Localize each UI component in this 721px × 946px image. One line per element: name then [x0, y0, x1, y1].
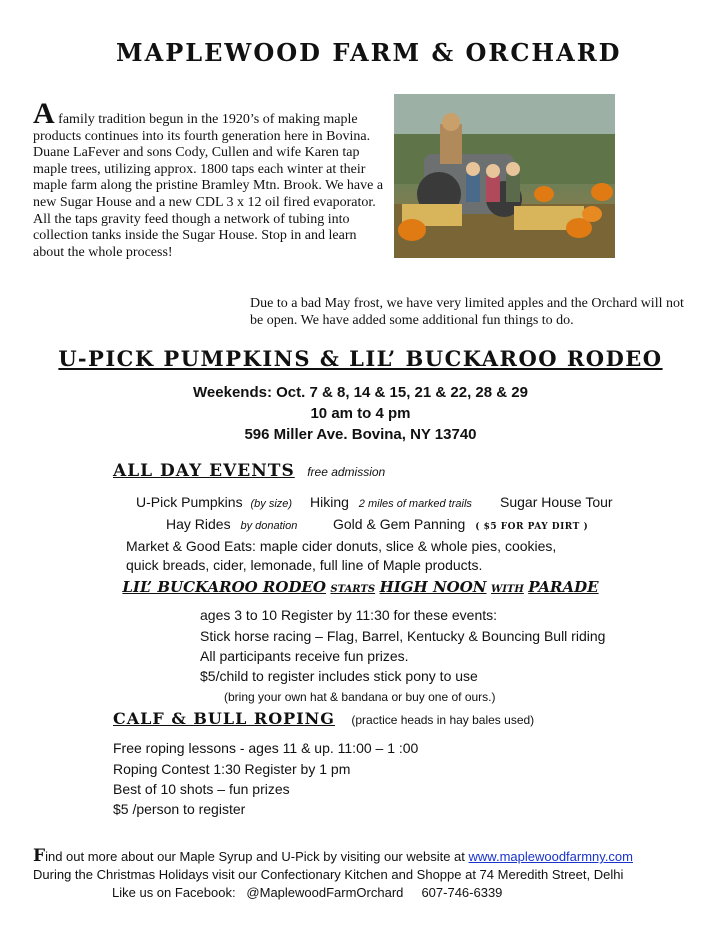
rodeo-line-3: All participants receive fun prizes. [200, 648, 409, 664]
footer-line-3: Like us on Facebook: @MaplewoodFarmOrchard 607-746-6339 [112, 885, 503, 900]
intro-dropcap: A [33, 97, 55, 130]
farm-photo [394, 94, 615, 258]
roping-heading: CALF & BULL ROPING [113, 709, 335, 728]
footer-line-1-text: ind out more about our Maple Syrup and U-Pick by visiting our website at [45, 849, 469, 864]
sugar-house-tour: Sugar House Tour [500, 494, 613, 510]
all-day-note: free admission [307, 465, 386, 479]
pumpkin-scene-image [394, 94, 615, 258]
roping-line-4: $5 /person to register [113, 801, 246, 817]
intro-paragraph [33, 97, 388, 261]
gem-panning-item [333, 516, 588, 532]
roping-line-2: Roping Contest 1:30 Register by 1 pm [113, 761, 351, 777]
pumpkins-item [136, 494, 292, 510]
intro-text: family tradition begun in the 1920’s of making maple products continues into its fourth generation here in Bovina. Duane LaFever and sons Cody, Cullen and wife Karen tap maple trees, utilizing approx. 1800 taps each winter at their maple farm along the pristine Bramley Mtn. Brook. We have a new Sugar House and a new CDL 3 x 12 oil fired evaporator. All the taps gravity feed though a network of tubing into collection tanks inside the Sugar House. Stop in and learn about the whole process! [33, 112, 384, 260]
rodeo-heading-part3: HIGH NOON [379, 578, 487, 596]
rodeo-line-4: $5/child to register includes stick pony to use [200, 668, 478, 684]
hiking-label: Hiking [310, 494, 349, 510]
event-address: 596 Miller Ave. Bovina, NY 13740 [244, 426, 477, 443]
gem-label: Gold & Gem Panning [333, 516, 466, 532]
page-title: MAPLEWOOD FARM & ORCHARD [116, 38, 622, 67]
rodeo-heading-part5: PARADE [528, 578, 599, 596]
event-dates: Weekends: Oct. 7 & 8, 14 & 15, 21 & 22, 28 & 29 [193, 384, 528, 401]
roping-line-3: Best of 10 shots – fun prizes [113, 781, 290, 797]
all-day-heading: ALL DAY EVENTS [113, 461, 295, 481]
pumpkins-label: U-Pick Pumpkins [136, 494, 243, 510]
rodeo-heading-part2: STARTS [330, 584, 376, 595]
hiking-note: 2 miles of marked trails [358, 498, 472, 510]
rodeo-heading-part4: WITH [490, 584, 524, 595]
market-line-2: quick breads, cider, lemonade, full line of Maple products. [126, 557, 483, 573]
rodeo-line-5: (bring your own hat & bandana or buy one of ours.) [224, 690, 496, 704]
hayrides-item [166, 516, 297, 532]
market-line-1: Market & Good Eats: maple cider donuts, slice & whole pies, cookies, [126, 538, 557, 554]
website-link[interactable]: www.maplewoodfarmny.com [468, 849, 633, 864]
roping-header [113, 709, 534, 729]
gem-note: ( $5 FOR PAY DIRT ) [475, 522, 589, 532]
footer-line-2: During the Christmas Holidays visit our Confectionary Kitchen and Shoppe at 74 Meredith Street, Delhi [33, 867, 624, 882]
roping-line-1: Free roping lessons - ages 11 & up. 11:00 – 1 :00 [113, 740, 419, 756]
footer-line-1 [33, 846, 633, 866]
rodeo-line-1: ages 3 to 10 Register by 11:30 for these events: [200, 607, 498, 623]
event-hours: 10 am to 4 pm [310, 405, 411, 422]
hiking-item [310, 494, 472, 510]
footer-dropcap: F [33, 846, 46, 866]
rodeo-line-2: Stick horse racing – Flag, Barrel, Kentucky & Bouncing Bull riding [200, 628, 606, 644]
hayrides-note: by donation [240, 520, 298, 532]
rodeo-heading-part1: LIL’ BUCKAROO RODEO [122, 578, 326, 596]
all-day-events-header [113, 461, 385, 481]
frost-notice: Due to a bad May frost, we have very limited apples and the Orchard will not be open. We have added some additional fun things to do. [250, 296, 684, 328]
hayrides-label: Hay Rides [166, 516, 231, 532]
rodeo-heading [0, 578, 721, 597]
roping-note: (practice heads in hay bales used) [351, 713, 535, 727]
event-heading: U-PICK PUMPKINS & LIL’ BUCKAROO RODEO [58, 346, 663, 371]
pumpkins-note: (by size) [250, 498, 293, 510]
